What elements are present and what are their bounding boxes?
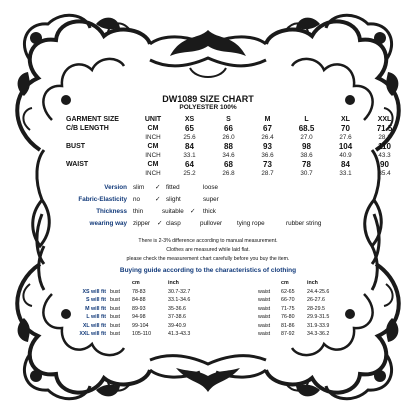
table-cell: 41.3-43.3 bbox=[168, 331, 191, 337]
feature-option: thin bbox=[133, 208, 144, 215]
feature-option: suitable bbox=[162, 208, 184, 215]
fit-label: S will fit bbox=[85, 297, 106, 303]
table-cell: 25.2 bbox=[183, 170, 196, 177]
size-table-header bbox=[66, 115, 404, 124]
table-cell: 87-92 bbox=[281, 331, 295, 337]
guide-header bbox=[258, 279, 347, 288]
feature-option: tying rope bbox=[237, 220, 265, 227]
table-cell: 105-110 bbox=[132, 331, 152, 337]
buying-guide-title: Buying guide according to the characteristics of clothing bbox=[119, 267, 297, 274]
feature-option: pullover bbox=[200, 220, 223, 227]
table-cell: 33.1-34.6 bbox=[168, 297, 191, 303]
feature-option: slim bbox=[133, 184, 145, 191]
table-cell: 30.7 bbox=[300, 170, 313, 177]
row-label: WAIST bbox=[66, 161, 89, 168]
table-cell: 27.0 bbox=[300, 134, 313, 141]
table-row bbox=[258, 330, 347, 339]
measure-label: waist bbox=[258, 322, 271, 329]
table-cell: 43.3 bbox=[378, 152, 391, 159]
table-cell: 104 bbox=[338, 142, 353, 151]
row-unit: INCH bbox=[145, 134, 161, 141]
table-row bbox=[66, 169, 404, 178]
note-line: please check the measurement chart carefully before you buy the item. bbox=[126, 256, 290, 262]
inch-header: inch bbox=[168, 280, 179, 286]
table-cell: 34.3-36.2 bbox=[307, 331, 330, 337]
table-cell: 90 bbox=[380, 160, 389, 169]
table-cell: 66-70 bbox=[281, 297, 295, 303]
table-cell: 110 bbox=[378, 142, 391, 151]
measure-label: waist bbox=[258, 288, 271, 295]
feature-option: loose bbox=[203, 184, 219, 191]
measure-label: waist bbox=[258, 305, 271, 312]
chart-title: DW1089 SIZE CHART bbox=[162, 94, 254, 104]
table-cell: 31.9-33.9 bbox=[307, 322, 330, 329]
table-cell: 71-75 bbox=[281, 305, 295, 312]
table-row bbox=[66, 305, 210, 314]
table-cell: 40.9 bbox=[339, 152, 352, 159]
table-cell: 62-65 bbox=[281, 288, 295, 295]
table-cell: 35-36.6 bbox=[168, 305, 186, 312]
measure-label: bust bbox=[110, 314, 121, 320]
size-table bbox=[66, 115, 404, 178]
table-row bbox=[66, 133, 404, 142]
table-row bbox=[258, 305, 347, 314]
guide-header bbox=[66, 279, 210, 288]
cm-header: cm bbox=[132, 280, 140, 286]
table-row bbox=[258, 288, 347, 297]
feature-option: super bbox=[203, 196, 219, 203]
note-line: Clothes are measured while laid flat. bbox=[166, 247, 250, 253]
measure-label: waist bbox=[258, 314, 271, 320]
size-header: M bbox=[264, 116, 271, 123]
table-cell: 68.5 bbox=[298, 124, 315, 133]
table-cell: 70 bbox=[341, 124, 350, 133]
table-row bbox=[258, 313, 347, 322]
note-line: There is 2-3% difference according to manual measurement. bbox=[138, 238, 278, 244]
table-cell: 33.1 bbox=[339, 170, 352, 177]
fit-label: L will fit bbox=[86, 314, 106, 320]
table-cell: 78-83 bbox=[132, 288, 146, 295]
table-row bbox=[66, 151, 404, 160]
table-row bbox=[66, 124, 404, 133]
table-cell: 38.6 bbox=[300, 152, 313, 159]
table-cell: 64 bbox=[185, 160, 194, 169]
feature-label-thickness: Thickness bbox=[96, 208, 127, 215]
row-unit: INCH bbox=[145, 152, 161, 159]
table-cell: 26.0 bbox=[222, 134, 235, 141]
table-cell: 28.1 bbox=[378, 134, 391, 141]
feature-option: clasp bbox=[166, 220, 181, 227]
fit-label: M will fit bbox=[85, 305, 106, 312]
table-cell: 98 bbox=[302, 142, 311, 151]
fit-label: XS will fit bbox=[82, 288, 106, 295]
guide-table-waist bbox=[258, 279, 347, 339]
table-cell: 34.6 bbox=[222, 152, 235, 159]
measure-label: bust bbox=[110, 331, 121, 337]
check-icon: ✓ bbox=[157, 220, 163, 227]
table-cell: 66 bbox=[224, 124, 233, 133]
table-cell: 26.8 bbox=[222, 170, 235, 177]
table-row bbox=[66, 160, 404, 169]
table-cell: 84 bbox=[185, 142, 194, 151]
table-cell: 94-98 bbox=[132, 314, 146, 320]
table-row bbox=[66, 313, 210, 322]
size-header: XXL bbox=[377, 116, 392, 123]
table-cell: 99-104 bbox=[132, 322, 149, 329]
feature-option: thick bbox=[203, 208, 216, 215]
table-row bbox=[258, 322, 347, 331]
row-label-empty bbox=[66, 133, 136, 142]
table-row bbox=[66, 330, 210, 339]
table-cell: 28-29.5 bbox=[307, 305, 325, 312]
feature-label-elasticity: Fabric-Elasticity bbox=[78, 196, 127, 203]
table-cell: 24.4-25.6 bbox=[307, 288, 330, 295]
check-icon: ✓ bbox=[155, 196, 161, 203]
table-cell: 88 bbox=[224, 142, 233, 151]
table-cell: 84 bbox=[341, 160, 350, 169]
table-cell: 30.7-32.7 bbox=[168, 288, 191, 295]
row-unit: CM bbox=[147, 143, 159, 150]
table-cell: 33.1 bbox=[183, 152, 196, 159]
table-cell: 71.5 bbox=[376, 124, 393, 133]
size-header: XS bbox=[184, 116, 195, 123]
feature-option: slight bbox=[166, 196, 181, 203]
table-cell: 25.6 bbox=[183, 134, 196, 141]
guide-table-bust bbox=[66, 279, 210, 339]
feature-option: rubber string bbox=[286, 220, 322, 227]
unit-header: UNIT bbox=[144, 116, 162, 123]
measure-label: bust bbox=[110, 322, 121, 329]
row-label: C/B LENGTH bbox=[66, 125, 109, 132]
size-header: S bbox=[226, 116, 231, 123]
table-cell: 37-38.6 bbox=[168, 314, 186, 320]
table-row bbox=[66, 322, 210, 331]
measure-label: waist bbox=[258, 297, 271, 303]
cm-header: cm bbox=[281, 280, 289, 286]
table-cell: 68 bbox=[224, 160, 233, 169]
row-unit: INCH bbox=[145, 170, 161, 177]
fit-label: XXL will fit bbox=[79, 331, 106, 337]
feature-option: fitted bbox=[166, 184, 180, 191]
table-cell: 78 bbox=[302, 160, 311, 169]
table-cell: 27.6 bbox=[339, 134, 352, 141]
table-cell: 39-40.9 bbox=[168, 322, 186, 329]
table-row bbox=[66, 296, 210, 305]
table-cell: 28.7 bbox=[261, 170, 274, 177]
table-cell: 26.4 bbox=[261, 134, 274, 141]
measure-label: bust bbox=[110, 288, 121, 295]
table-cell: 67 bbox=[263, 124, 272, 133]
measure-label: bust bbox=[110, 297, 121, 303]
table-cell: 76-80 bbox=[281, 314, 295, 320]
garment-size-label: GARMENT SIZE bbox=[66, 116, 119, 123]
table-row bbox=[258, 296, 347, 305]
table-cell: 35.4 bbox=[378, 170, 391, 177]
table-row bbox=[66, 288, 210, 297]
measure-label: waist bbox=[258, 331, 271, 337]
row-label-empty bbox=[66, 169, 136, 178]
feature-label-wearing-way: wearing way bbox=[89, 220, 127, 227]
table-cell: 89-93 bbox=[132, 305, 146, 312]
table-cell: 81-86 bbox=[281, 322, 295, 329]
check-icon: ✓ bbox=[190, 208, 196, 215]
row-unit: CM bbox=[147, 161, 159, 168]
table-cell: 84-88 bbox=[132, 297, 146, 303]
check-icon: ✓ bbox=[155, 184, 161, 191]
table-cell: 93 bbox=[263, 142, 272, 151]
fit-label: XL will fit bbox=[82, 322, 106, 329]
table-cell: 73 bbox=[263, 160, 272, 169]
size-header: L bbox=[304, 116, 309, 123]
table-row bbox=[66, 142, 404, 151]
feature-label-version: Version bbox=[104, 184, 127, 191]
row-label-empty bbox=[66, 151, 136, 160]
table-cell: 26-27.6 bbox=[307, 297, 325, 303]
feature-option: zipper bbox=[133, 220, 151, 227]
size-header: XL bbox=[341, 116, 350, 123]
inch-header: inch bbox=[307, 280, 318, 286]
table-cell: 65 bbox=[185, 124, 194, 133]
measure-label: bust bbox=[110, 305, 121, 312]
row-label: BUST bbox=[66, 143, 86, 150]
table-cell: 29.9-31.5 bbox=[307, 314, 330, 320]
feature-option: no bbox=[133, 196, 141, 203]
row-unit: CM bbox=[147, 125, 159, 132]
material-label: POLYESTER 100% bbox=[179, 104, 237, 111]
table-cell: 36.6 bbox=[261, 152, 274, 159]
